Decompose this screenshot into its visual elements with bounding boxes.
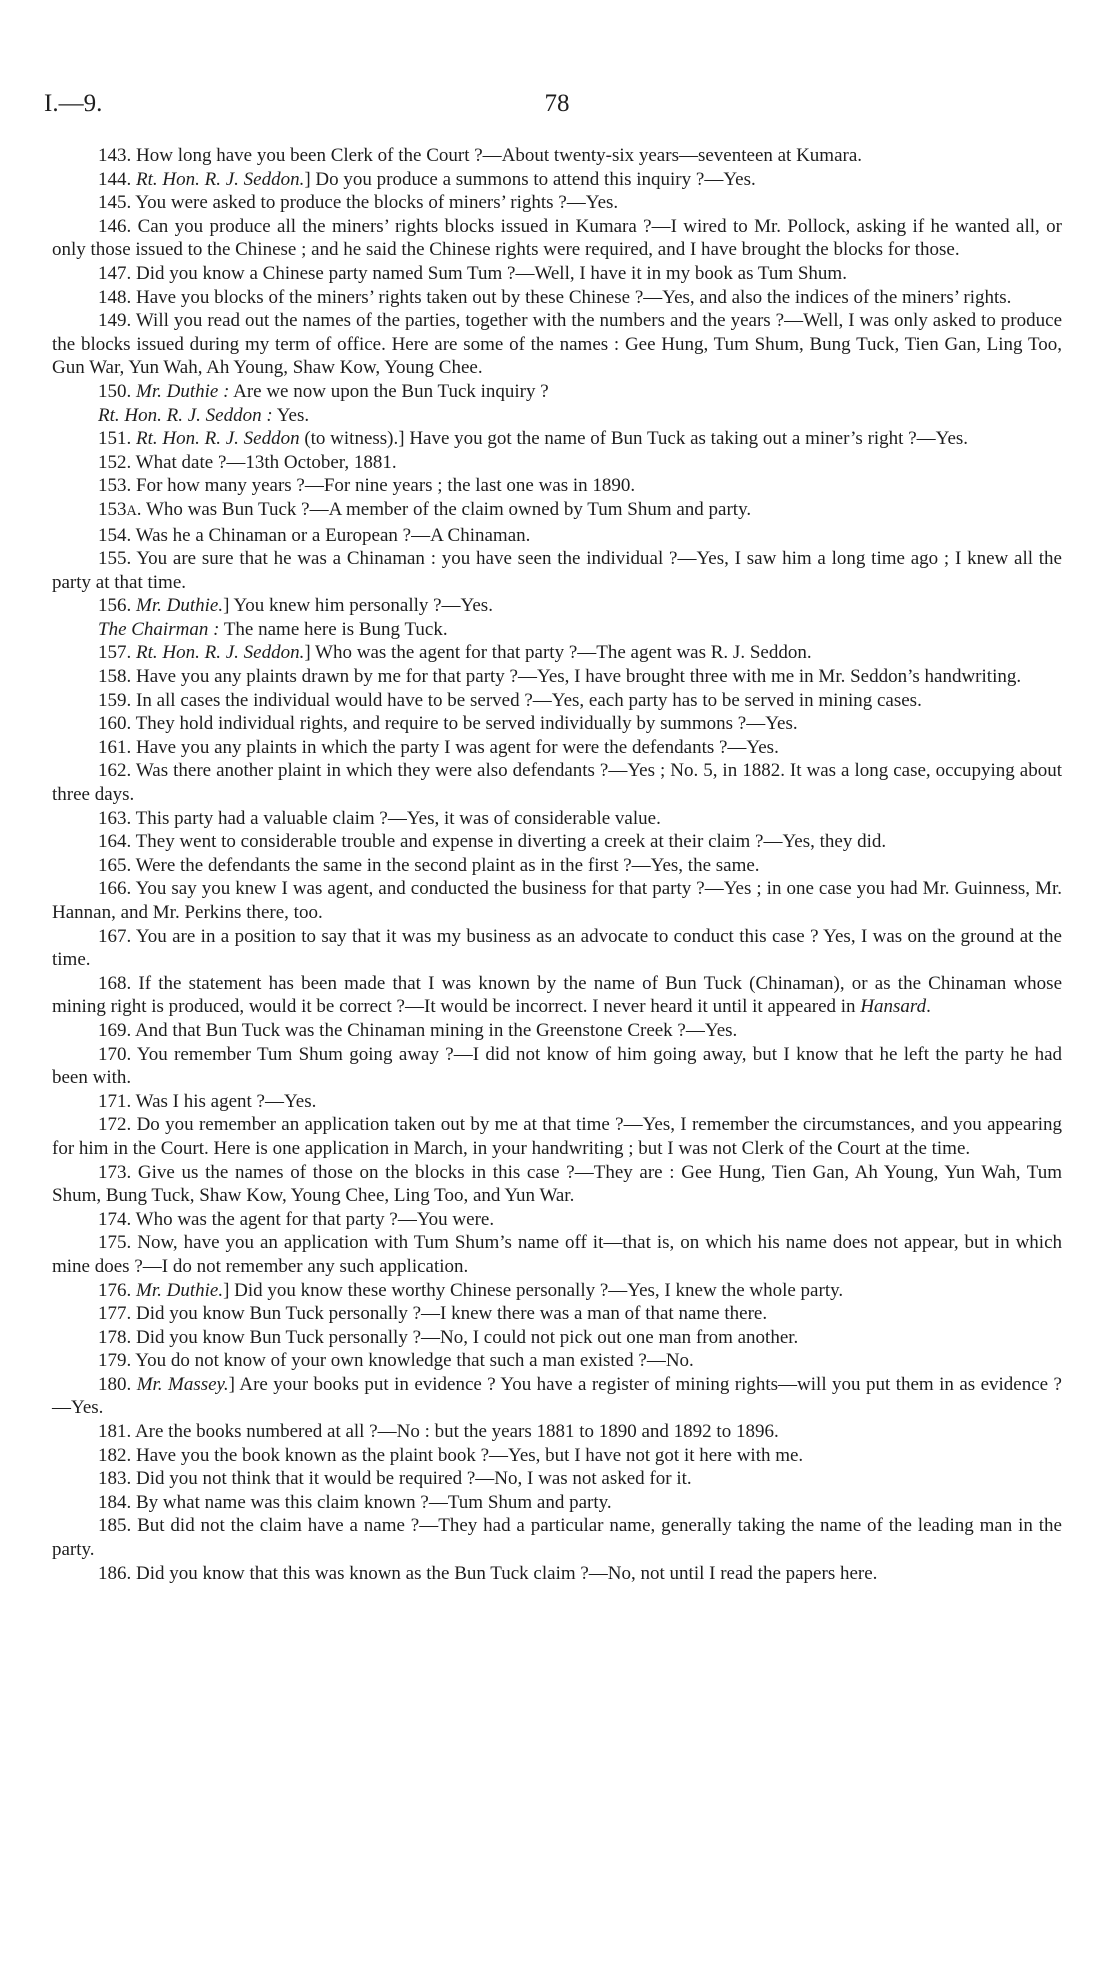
paragraph-text: 148. Have you blocks of the miners’ rights taken out by these Chinese ?—Yes, and also the indices of the miners’ rights. (98, 286, 1012, 308)
testimony-paragraph (52, 641, 1062, 665)
testimony-paragraph (52, 1043, 1062, 1090)
paragraph-text: The Chairman : (98, 618, 220, 640)
paragraph-text: 151. (98, 428, 136, 450)
paragraph-text: Mr. Duthie. (136, 1279, 224, 1301)
paragraph-text: 159. In all cases the individual would have to be served ?—Yes, each party has to be served in mining cases. (98, 689, 922, 711)
paragraph-text: 179. You do not know of your own knowledge that such a man existed ?—No. (98, 1350, 694, 1372)
paragraph-text: 157. (98, 642, 136, 664)
testimony-paragraph (52, 1208, 1062, 1232)
testimony-paragraph (52, 191, 1062, 215)
testimony-paragraph (52, 309, 1062, 380)
paragraph-text: 153 (98, 498, 127, 520)
paragraph-text: 169. And that Bun Tuck was the Chinaman mining in the Greenstone Creek ?—Yes. (98, 1019, 738, 1041)
testimony-paragraph (52, 618, 1062, 642)
testimony-body (52, 144, 1062, 1585)
testimony-paragraph (52, 547, 1062, 594)
testimony-paragraph (52, 404, 1062, 428)
testimony-paragraph (52, 1090, 1062, 1114)
paragraph-text: 178. Did you know Bun Tuck personally ?—No, I could not pick out one man from another. (98, 1326, 799, 1348)
paragraph-text: 152. What date ?—13th October, 1881. (98, 451, 397, 473)
paragraph-text: Rt. Hon. R. J. Seddon. (136, 642, 305, 664)
paragraph-text: 145. You were asked to produce the blocks of miners’ rights ?—Yes. (98, 192, 619, 214)
paragraph-text: 164. They went to considerable trouble and expense in diverting a creek at their claim ?—Yes, they did. (98, 831, 887, 853)
paragraph-text: 168. If the statement has been made that I was known by the name of Bun Tuck (Chinaman), or as the Chinaman whose mining right is produced, would it be correct ?—It would be incorrect. I never heard it until it appeared in (52, 972, 1062, 1018)
paragraph-text: 183. Did you not think that it would be required ?—No, I was not asked for it. (98, 1468, 692, 1490)
testimony-paragraph (52, 1514, 1062, 1561)
paragraph-text: 174. Who was the agent for that party ?—You were. (98, 1208, 495, 1230)
paragraph-text: . (926, 996, 931, 1018)
paragraph-text: 161. Have you any plaints in which the party I was agent for were the defendants ?—Yes. (98, 736, 779, 758)
paragraph-text: 180. (98, 1373, 137, 1395)
paragraph-text: 147. Did you know a Chinese party named Sum Tum ?—Well, I have it in my book as Tum Shum. (98, 262, 847, 284)
testimony-paragraph (52, 1562, 1062, 1586)
paragraph-text: 143. How long have you been Clerk of the Court ?—About twenty-six years—seventeen at Kumara. (98, 145, 863, 166)
testimony-paragraph (52, 262, 1062, 286)
testimony-paragraph (52, 474, 1062, 498)
testimony-paragraph (52, 712, 1062, 736)
paragraph-text: 176. (98, 1279, 136, 1301)
paragraph-text: 150. (98, 380, 136, 402)
testimony-paragraph (52, 1326, 1062, 1350)
testimony-paragraph (52, 1491, 1062, 1515)
testimony-paragraph (52, 168, 1062, 192)
paragraph-text: Are we now upon the Bun Tuck inquiry ? (229, 380, 549, 402)
testimony-paragraph (52, 1349, 1062, 1373)
testimony-paragraph (52, 144, 1062, 168)
paragraph-text: ] Who was the agent for that party ?—The agent was R. J. Seddon. (304, 642, 812, 664)
testimony-paragraph (52, 451, 1062, 475)
paragraph-text: 167. You are in a position to say that it was my business as an advocate to conduct this case ? Yes, I was on the ground at the time. (52, 925, 1062, 971)
paragraph-text: 184. By what name was this claim known ?—Tum Shum and party. (98, 1491, 612, 1513)
paragraph-text: Mr. Duthie. (136, 595, 224, 617)
paragraph-text: Mr. Massey. (136, 1373, 229, 1395)
paragraph-text: 153. For how many years ?—For nine years ; the last one was in 1890. (98, 475, 636, 497)
testimony-paragraph (52, 1231, 1062, 1278)
paragraph-text: A (126, 502, 137, 519)
paragraph-text: ] You knew him personally ?—Yes. (223, 595, 493, 617)
testimony-paragraph (52, 594, 1062, 618)
paragraph-text: . Who was Bun Tuck ?—A member of the claim owned by Tum Shum and party. (136, 498, 752, 520)
testimony-paragraph (52, 1420, 1062, 1444)
paragraph-text: (to witness).] Have you got the name of Bun Tuck as taking out a miner’s right ?—Yes. (299, 428, 969, 450)
paragraph-text: Rt. Hon. R. J. Seddon : (98, 404, 273, 426)
testimony-paragraph (52, 807, 1062, 831)
paragraph-text: 162. Was there another plaint in which they were also defendants ?—Yes ; No. 5, in 1882. It was a long case, occupying about three days. (52, 760, 1062, 806)
testimony-paragraph (52, 1444, 1062, 1468)
testimony-paragraph (52, 1019, 1062, 1043)
testimony-paragraph (52, 830, 1062, 854)
paragraph-text: ] Did you know these worthy Chinese personally ?—Yes, I knew the whole party. (223, 1279, 844, 1301)
paragraph-text: 149. Will you read out the names of the parties, together with the numbers and the years ?—Well, I was only asked to produce the blocks issued during my term of office. Here are some of the names : Gee Hung, Tum Shum, Bung Tuck, Tien Gan, Ling Too, Gun War, Yun Wah, Ah Young, Shaw Kow, Young Chee. (52, 310, 1062, 379)
testimony-paragraph (52, 215, 1062, 262)
paragraph-text: 186. Did you know that this was known as the Bun Tuck claim ?—No, not until I read the papers here. (98, 1562, 878, 1584)
page-number: 78 (544, 90, 570, 117)
paragraph-text: 160. They hold individual rights, and require to be served individually by summons ?—Yes. (98, 713, 798, 735)
testimony-paragraph (52, 1113, 1062, 1160)
testimony-paragraph (52, 854, 1062, 878)
testimony-paragraph (52, 759, 1062, 806)
paragraph-text: 171. Was I his agent ?—Yes. (98, 1090, 317, 1112)
paragraph-text: Hansard (860, 996, 927, 1018)
paragraph-text: 144. (98, 168, 136, 190)
paragraph-text: 173. Give us the names of those on the blocks in this case ?—They are : Gee Hung, Tien Gan, Ah Young, Yun Wah, Tum Shum, Bung Tuck, Shaw Kow, Young Chee, Ling Too, and Yun War. (52, 1161, 1062, 1207)
testimony-paragraph (52, 877, 1062, 924)
paragraph-text: 163. This party had a valuable claim ?—Yes, it was of considerable value. (98, 807, 661, 829)
paragraph-text: 156. (98, 595, 136, 617)
testimony-paragraph (52, 498, 1062, 524)
testimony-paragraph (52, 1161, 1062, 1208)
paragraph-text: 158. Have you any plaints drawn by me for that party ?—Yes, I have brought three with me in Mr. Seddon’s handwriting. (98, 666, 1022, 688)
testimony-paragraph (52, 1373, 1062, 1420)
testimony-paragraph (52, 286, 1062, 310)
paragraph-text: 166. You say you knew I was agent, and conducted the business for that party ?—Yes ; in one case you had Mr. Guinness, Mr. Hannan, and Mr. Perkins there, too. (52, 878, 1062, 923)
paragraph-text: Rt. Hon. R. J. Seddon. (136, 168, 305, 190)
paragraph-text: 165. Were the defendants the same in the second plaint as in the first ?—Yes, the same. (98, 854, 760, 876)
paragraph-text: 146. Can you produce all the miners’ rights blocks issued in Kumara ?—I wired to Mr. Pollock, asking if he wanted all, or only those issued to the Chinese ; and he said the Chinese rights were required, and I have brought the blocks for those. (52, 215, 1062, 261)
paragraph-text: 185. But did not the claim have a name ?—They had a particular name, generally taking the name of the leading man in the party. (52, 1515, 1062, 1561)
paragraph-text: 181. Are the books numbered at all ?—No : but the years 1881 to 1890 and 1892 to 1896. (98, 1421, 779, 1443)
testimony-paragraph (52, 427, 1062, 451)
paragraph-text: Yes. (272, 404, 310, 426)
page-header (44, 90, 1070, 120)
paragraph-text: 177. Did you know Bun Tuck personally ?—I knew there was a man of that name there. (98, 1303, 768, 1325)
paragraph-text: 175. Now, have you an application with Tum Shum’s name off it—that is, on which his name does not appear, but in which mine does ?—I do not remember any such application. (52, 1232, 1062, 1277)
document-reference: I.—9. (44, 90, 103, 117)
paragraph-text: 182. Have you the book known as the plaint book ?—Yes, but I have not got it here with me. (98, 1444, 804, 1466)
testimony-paragraph (52, 689, 1062, 713)
testimony-paragraph (52, 736, 1062, 760)
paragraph-text: ] Do you produce a summons to attend this inquiry ?—Yes. (304, 168, 756, 190)
testimony-paragraph (52, 1302, 1062, 1326)
testimony-paragraph (52, 972, 1062, 1019)
paragraph-text: ] Are your books put in evidence ? You have a register of mining rights—will you put them in as evidence ?—Yes. (52, 1373, 1062, 1419)
paragraph-text: 172. Do you remember an application taken out by me at that time ?—Yes, I remember the circumstances, and you appearing for him in the Court. Here is one application in March, in your handwriting ; but I was not Clerk of the Court at the time. (52, 1114, 1062, 1159)
paragraph-text: Mr. Duthie : (136, 380, 230, 402)
testimony-paragraph (52, 1467, 1062, 1491)
paragraph-text: The name here is Bung Tuck. (219, 618, 448, 640)
paragraph-text: 154. Was he a Chinaman or a European ?—A Chinaman. (98, 524, 531, 546)
testimony-paragraph (52, 925, 1062, 972)
testimony-paragraph (52, 665, 1062, 689)
paragraph-text: 170. You remember Tum Shum going away ?—I did not know of him going away, but I know that he left the party he had been with. (52, 1043, 1062, 1089)
testimony-paragraph (52, 1279, 1062, 1303)
paragraph-text: Rt. Hon. R. J. Seddon (136, 428, 300, 450)
paragraph-text: 155. You are sure that he was a Chinaman : you have seen the individual ?—Yes, I saw him a long time ago ; I knew all the party at that time. (52, 548, 1062, 593)
testimony-paragraph (52, 380, 1062, 404)
testimony-paragraph (52, 524, 1062, 548)
